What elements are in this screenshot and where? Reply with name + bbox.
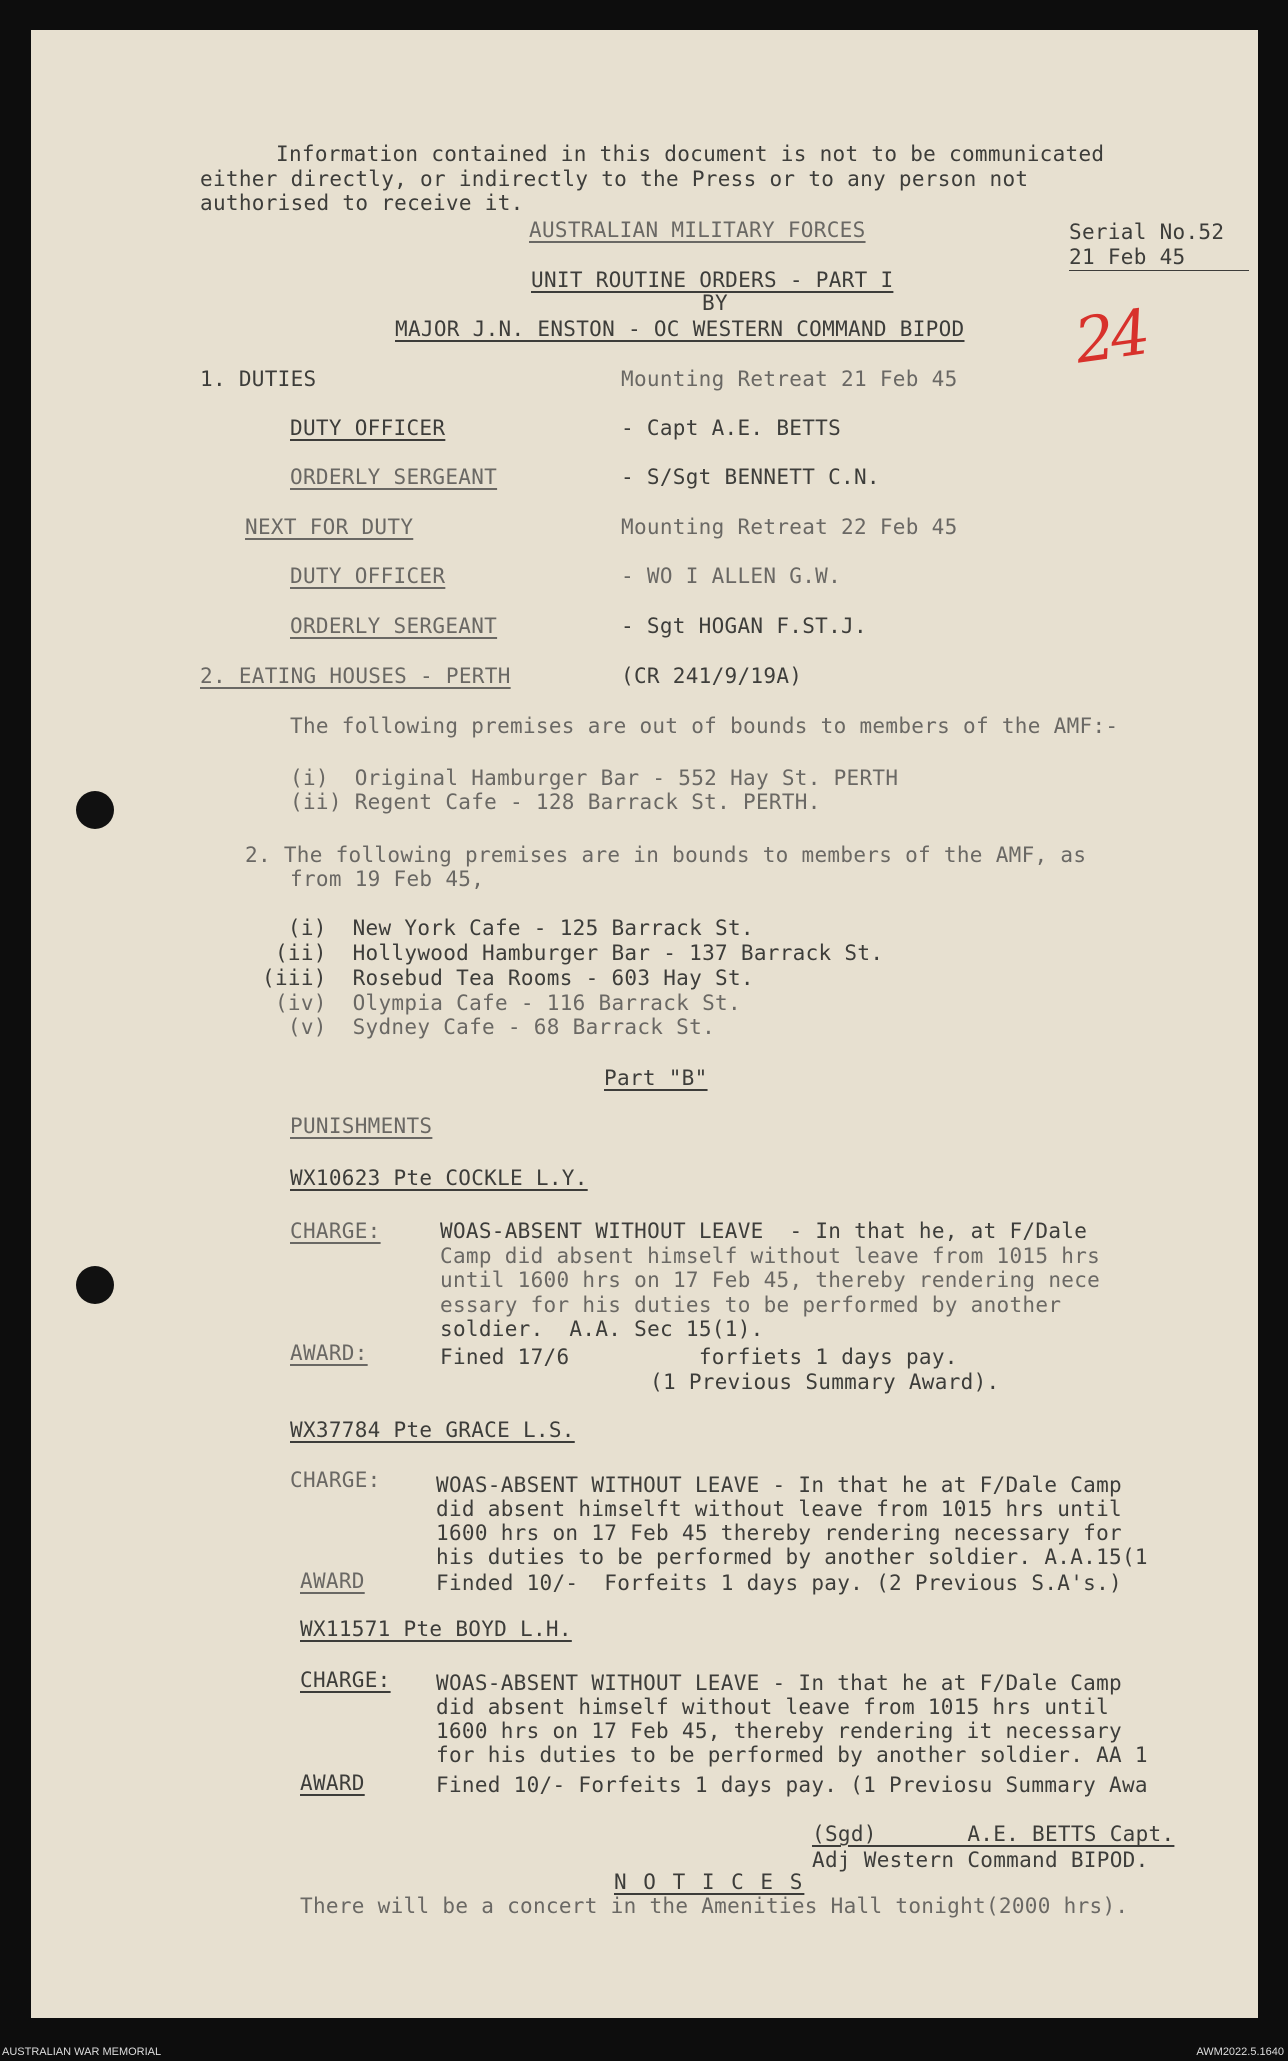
- notices-heading: N O T I C E S: [614, 1870, 805, 1894]
- orderly-sergeant-value: - S/Sgt BENNETT C.N.: [621, 465, 880, 489]
- out-of-bounds-intro: The following premises are out of bounds to members of the AMF:-: [290, 714, 1119, 738]
- next-orderly-sergeant-value: - Sgt HOGAN F.ST.J.: [621, 614, 867, 638]
- signature-appointment: Adj Western Command BIPOD.: [812, 1848, 1149, 1872]
- charge-line: for his duties to be performed by another soldier. AA 1: [436, 1743, 1148, 1767]
- in-bounds-intro-line-2: from 19 Feb 45,: [290, 867, 485, 891]
- security-notice-line-1: Information contained in this document is not to be communicated: [276, 142, 1105, 166]
- charge-line: 1600 hrs on 17 Feb 45 thereby rendering necessary for: [436, 1521, 1122, 1545]
- next-duty-officer-label: DUTY OFFICER: [290, 564, 446, 588]
- charge-label: CHARGE:: [300, 1668, 391, 1692]
- award-label: AWARD: [300, 1771, 365, 1795]
- charge-line: did absent himself without leave from 1015 hrs until: [436, 1695, 1110, 1719]
- order-by: BY: [702, 291, 728, 315]
- footer-accession-number: AWM2022.5.1640: [1196, 2046, 1284, 2058]
- out-of-bounds-item: (i) Original Hamburger Bar - 552 Hay St. PERTH: [290, 766, 899, 790]
- in-bounds-item: (iii) Rosebud Tea Rooms - 603 Hay St.: [262, 966, 754, 990]
- order-issuer: MAJOR J.N. ENSTON - OC WESTERN COMMAND BIPOD: [395, 317, 965, 341]
- duty-officer-value: - Capt A.E. BETTS: [621, 416, 842, 440]
- security-notice-line-3: authorised to receive it.: [200, 191, 524, 215]
- handwritten-page-number: 24: [1070, 295, 1151, 378]
- forces-heading: AUSTRALIAN MILITARY FORCES: [529, 218, 866, 242]
- award-label: AWARD:: [290, 1341, 368, 1365]
- charge-line: WOAS-ABSENT WITHOUT LEAVE - In that he at F/Dale Camp: [436, 1473, 1122, 1497]
- charge-line: 1600 hrs on 17 Feb 45, thereby rendering it necessary: [436, 1719, 1122, 1743]
- soldier-name: WX37784 Pte GRACE L.S.: [290, 1418, 575, 1442]
- in-bounds-item: (i) New York Cafe - 125 Barrack St.: [262, 916, 754, 940]
- punishments-heading: PUNISHMENTS: [290, 1114, 433, 1138]
- next-duty-officer-value: - WO I ALLEN G.W.: [621, 564, 842, 588]
- charge-line: his duties to be performed by another soldier. A.A.15(1: [436, 1545, 1148, 1569]
- soldier-name: WX11571 Pte BOYD L.H.: [300, 1617, 572, 1641]
- award-line: (1 Previous Summary Award).: [650, 1370, 1000, 1394]
- security-notice-line-2: either directly, or indirectly to the Press or to any person not: [200, 167, 1029, 191]
- punch-hole: [76, 1266, 114, 1304]
- eating-houses-reference: (CR 241/9/19A): [621, 664, 803, 688]
- charge-label: CHARGE:: [290, 1219, 381, 1243]
- notice-text: There will be a concert in the Amenities Hall tonight(2000 hrs).: [300, 1894, 1129, 1918]
- award-label: AWARD: [300, 1569, 365, 1593]
- charge-line: WOAS-ABSENT WITHOUT LEAVE - In that he at F/Dale Camp: [436, 1671, 1122, 1695]
- out-of-bounds-item: (ii) Regent Cafe - 128 Barrack St. PERTH.: [290, 790, 821, 814]
- charge-line: did absent himselft without leave from 1015 hrs until: [436, 1497, 1122, 1521]
- award-line: Fined 10/- Forfeits 1 days pay. (1 Previosu Summary Awa: [436, 1773, 1148, 1797]
- charge-line: WOAS-ABSENT WITHOUT LEAVE - In that he, at F/Dale: [440, 1219, 1088, 1243]
- mounting-retreat-2: Mounting Retreat 22 Feb 45: [621, 515, 958, 539]
- award-line: Finded 10/- Forfeits 1 days pay. (2 Previous S.A's.): [436, 1571, 1122, 1595]
- duties-heading: 1. DUTIES: [200, 367, 317, 391]
- footer-credit: AUSTRALIAN WAR MEMORIAL: [2, 2046, 162, 2058]
- part-b-heading: Part "B": [604, 1066, 708, 1090]
- duty-officer-label: DUTY OFFICER: [290, 416, 446, 440]
- award-line: Fined 17/6 forfiets 1 days pay.: [440, 1345, 958, 1369]
- order-title: UNIT ROUTINE ORDERS - PART I: [531, 268, 894, 292]
- charge-line: soldier. A.A. Sec 15(1).: [440, 1317, 764, 1341]
- in-bounds-item: (ii) Hollywood Hamburger Bar - 137 Barrack St.: [262, 941, 884, 965]
- next-for-duty-label: NEXT FOR DUTY: [245, 515, 414, 539]
- in-bounds-item: (iv) Olympia Cafe - 116 Barrack St.: [262, 991, 741, 1015]
- punch-hole: [76, 791, 114, 829]
- charge-line: Camp did absent himself without leave from 1015 hrs: [440, 1244, 1101, 1268]
- charge-label: CHARGE:: [290, 1468, 381, 1492]
- serial-number: Serial No.52: [1069, 220, 1225, 244]
- charge-line: until 1600 hrs on 17 Feb 45, thereby rendering nece: [440, 1268, 1101, 1292]
- eating-houses-heading: 2. EATING HOUSES - PERTH: [200, 664, 511, 688]
- next-orderly-sergeant-label: ORDERLY SERGEANT: [290, 614, 498, 638]
- signature-line: (Sgd) A.E. BETTS Capt.: [812, 1822, 1175, 1846]
- orderly-sergeant-label: ORDERLY SERGEANT: [290, 465, 498, 489]
- order-date: 21 Feb 45: [1069, 245, 1249, 271]
- charge-line: essary for his duties to be performed by another: [440, 1293, 1062, 1317]
- in-bounds-intro-line-1: 2. The following premises are in bounds to members of the AMF, as: [245, 843, 1087, 867]
- soldier-name: WX10623 Pte COCKLE L.Y.: [290, 1166, 588, 1190]
- mounting-retreat-1: Mounting Retreat 21 Feb 45: [621, 367, 958, 391]
- in-bounds-item: (v) Sydney Cafe - 68 Barrack St.: [262, 1015, 716, 1039]
